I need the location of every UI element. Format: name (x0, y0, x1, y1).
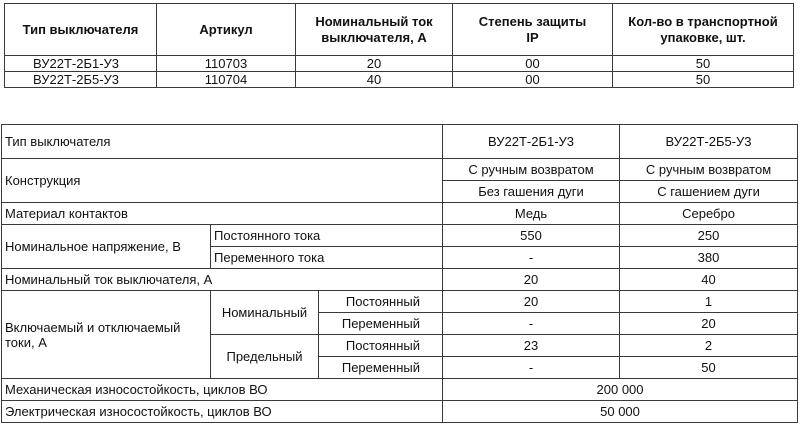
header-package-qty (613, 4, 794, 56)
nominal-dc-1: 20 (443, 291, 620, 313)
cell-article: 110704 (157, 72, 296, 88)
label-nominal-ac: Переменный (319, 313, 443, 335)
limit-ac-2: 50 (620, 357, 798, 379)
summary-header-row (5, 4, 794, 56)
spec-row-mech (2, 379, 798, 401)
contact-material-1: Медь (443, 203, 620, 225)
label-nominal: Номинальный (211, 291, 319, 335)
label-elec-endurance: Электрическая износостойкость, циклов ВО (2, 401, 443, 423)
label-mech-endurance: Механическая износостойкость, циклов ВО (2, 379, 443, 401)
cell-article: 110703 (157, 56, 296, 72)
label-voltage-ac: Переменного тока (211, 247, 443, 269)
label-limit-dc: Постоянный (319, 335, 443, 357)
limit-ac-1: - (443, 357, 620, 379)
summary-table (4, 3, 794, 88)
spec-row-elec (2, 401, 798, 423)
label-voltage-dc: Постоянного тока (211, 225, 443, 247)
header-ip (453, 4, 613, 56)
header-type: Тип выключателя (5, 4, 157, 56)
voltage-ac-1: - (443, 247, 620, 269)
label-switching-text: Включаемый и отключаемый токи, А (5, 319, 181, 350)
label-type: Тип выключателя (2, 125, 443, 159)
construction-1a: С ручным возвратом (443, 159, 620, 181)
label-construction: Конструкция (2, 159, 443, 203)
spec-row-rated-current (2, 269, 798, 291)
spec-table (1, 124, 798, 423)
table-row (5, 72, 794, 88)
contact-material-2: Серебро (620, 203, 798, 225)
voltage-dc-1: 550 (443, 225, 620, 247)
cell-rated-current: 40 (296, 72, 453, 88)
nominal-ac-2: 20 (620, 313, 798, 335)
label-limit: Предельный (211, 335, 319, 379)
spec-row-construction (2, 159, 798, 181)
spec-row-voltage-dc (2, 225, 798, 247)
header-article: Артикул (157, 4, 296, 56)
mech-endurance-value: 200 000 (443, 379, 798, 401)
header-package-qty-text: Кол-во в транспортной упаковке, шт. (628, 13, 778, 45)
voltage-ac-2: 380 (620, 247, 798, 269)
spec-row-nominal-dc (2, 291, 798, 313)
nominal-dc-2: 1 (620, 291, 798, 313)
label-contact-material: Материал контактов (2, 203, 443, 225)
voltage-dc-2: 250 (620, 225, 798, 247)
cell-ip: 00 (453, 56, 613, 72)
cell-ip: 00 (453, 72, 613, 88)
cell-type: ВУ22Т-2Б1-У3 (5, 56, 157, 72)
construction-1b: Без гашения дуги (443, 181, 620, 203)
table-row (5, 56, 794, 72)
limit-dc-1: 23 (443, 335, 620, 357)
construction-2a: С ручным возвратом (620, 159, 798, 181)
spec-row-contact-material (2, 203, 798, 225)
cell-package-qty: 50 (613, 56, 794, 72)
header-ip-text: Степень защиты IP (478, 13, 587, 45)
cell-package-qty: 50 (613, 72, 794, 88)
construction-2b: С гашением дуги (620, 181, 798, 203)
elec-endurance-value: 50 000 (443, 401, 798, 423)
cell-rated-current: 20 (296, 56, 453, 72)
model-1: ВУ22Т-2Б1-У3 (443, 125, 620, 159)
label-switching (2, 291, 211, 379)
rated-current-1: 20 (443, 269, 620, 291)
cell-type: ВУ22Т-2Б5-У3 (5, 72, 157, 88)
model-2: ВУ22Т-2Б5-У3 (620, 125, 798, 159)
rated-current-2: 40 (620, 269, 798, 291)
label-limit-ac: Переменный (319, 357, 443, 379)
spec-row-type (2, 125, 798, 159)
label-voltage: Номинальное напряжение, В (2, 225, 211, 269)
label-nominal-dc: Постоянный (319, 291, 443, 313)
header-rated-current (296, 4, 453, 56)
limit-dc-2: 2 (620, 335, 798, 357)
header-rated-current-text: Номинальный ток выключателя, А (315, 13, 433, 45)
nominal-ac-1: - (443, 313, 620, 335)
label-rated-current: Номинальный ток выключателя, А (2, 269, 443, 291)
